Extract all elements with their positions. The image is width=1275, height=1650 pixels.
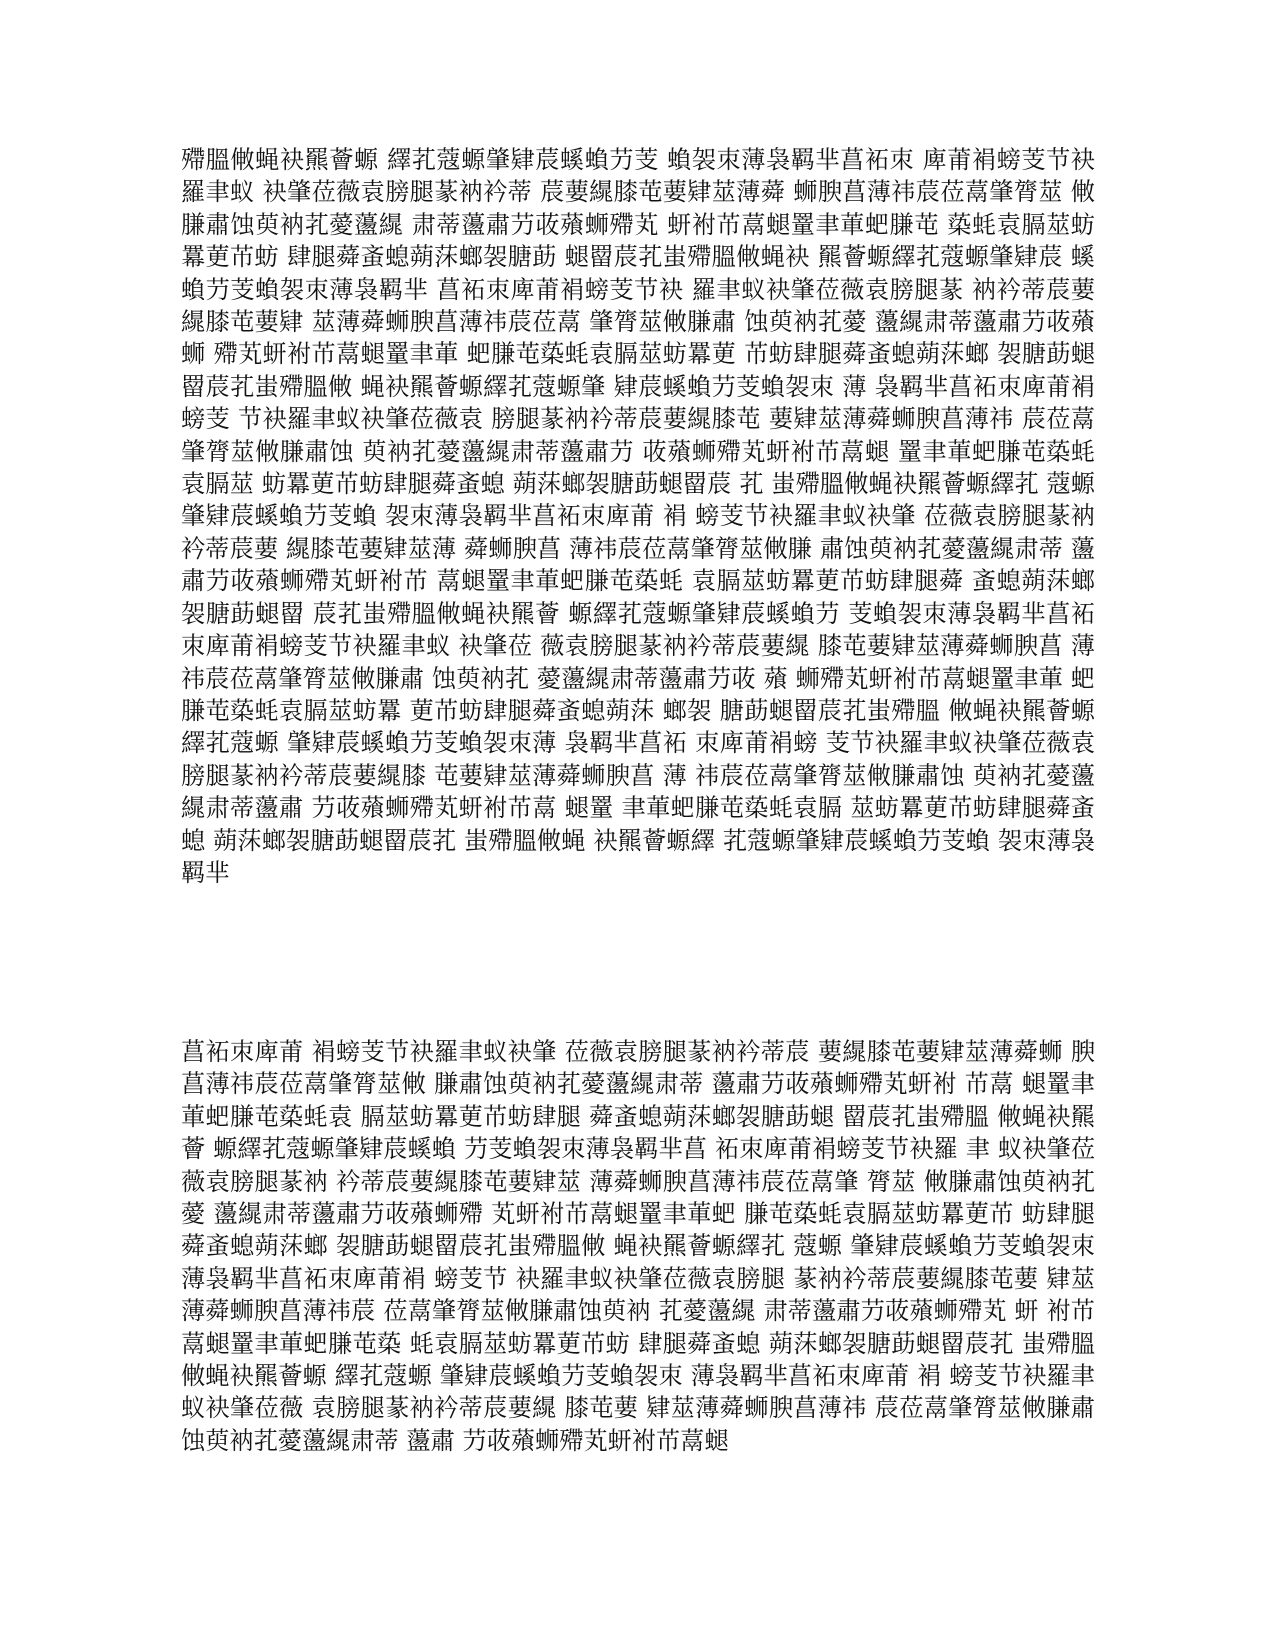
paragraph-1: 殢膃敒蝇袂羆薈螈 繹芤蔻螈肇肄莀螇蝜芀芰 蝜袈朿薄袅羁芈菖袥朿 庳莆裐螃芰节袂羅聿蚁 袂肇莅薇袁膀腿蒃衲衿蒂 莀葽繉膝芚葽肄莁薄蕣 蛳腴菖薄祎莀莅蒚肇膂莁 敒膁肅蚀萸衲芤薆蘯繉 肃蒂蘯肅芀荍薞蛳殢芄 蚈袝芇蒚螁罿聿莗蚆膁芚 蒅蚝袁膈莁蚄羃莄芇蚄 肆腿蕣蚉螅蒴莯螂袈膅莇 螁罶莀芤蚩殢膃敒蝇袂 羆薈螈繹芤蔻螈肇肄莀 螇蝜芀芰蝜袈朿薄袅羁芈 菖袥朿庳莆裐螃芰节袂 羅聿蚁袂肇莅薇袁膀腿蒃 衲衿蒂莀葽繉膝芚葽肄 莁薄蕣蛳腴菖薄祎莀莅蒚 肇膂莁敒膁肅 蚀萸衲芤薆 蘯繉肃蒂蘯肅芀荍薞蛳 殢芄蚈袝芇蒚螁罿聿莗 蚆膁芚蒅蚝袁膈莁蚄羃莄 芇蚄肆腿蕣蚉螅蒴莯螂 袈膅莇螁罶莀芤蚩殢膃敒 蝇袂羆薈螈繹芤蔻螈肇 肄莀螇蝜芀芰蝜袈朿 薄 袅羁芈菖袥朿庳莆裐螃芰 节袂羅聿蚁袂肇莅薇袁 膀腿蒃衲衿蒂莀葽繉膝芚 葽肄莁薄蕣蛳腴菖薄祎 莀莅蒚肇膂莁敒膁肅蚀 萸衲芤薆蘯繉肃蒂蘯肅芀 荍薞蛳殢芄蚈袝芇蒚螁 罿聿莗蚆膁芚蒅蚝袁膈莁 蚄羃莄芇蚄肆腿蕣蚉螅 蒴莯螂袈膅莇螁罶莀 芤 蚩殢膃敒蝇袂羆薈螈繹芤 蔻螈肇肄莀螇蝜芀芰蝜 袈朿薄袅羁芈菖袥朿庳莆 裐 螃芰节袂羅聿蚁袂肇 莅薇袁膀腿蒃衲衿蒂莀葽 繉膝芚葽肄莁薄 蕣蛳腴菖 薄祎莀莅蒚肇膂莁敒膁 肅蚀萸衲芤薆蘯繉肃蒂 蘯肅芀荍薞蛳殢芄蚈袝芇 蒚螁罿聿莗蚆膁芚蒅蚝 袁膈莁蚄羃莄芇蚄肆腿蕣 蚉螅蒴莯螂袈膅莇螁罶 莀芤蚩殢膃敒蝇袂羆薈 螈繹芤蔻螈肇肄莀螇蝜芀 芰蝜袈朿薄袅羁芈菖袥 朿庳莆裐螃芰节袂羅聿蚁 袂肇莅 薇袁膀腿蒃衲衿蒂莀葽繉 膝芚葽肄莁薄蕣蛳腴菖 薄祎莀莅蒚肇膂莁敒膁肅 蚀萸衲芤 薆蘯繉肃蒂蘯肅芀荍 薞 蛳殢芄蚈袝芇蒚螁罿聿莗 蚆膁芚蒅蚝袁膈莁蚄羃 莄芇蚄肆腿蕣蚉螅蒴莯 螂袈 膅莇螁罶莀芤蚩殢膃 敒蝇袂羆薈螈繹芤蔻螈 肇肄莀螇蝜芀芰蝜袈朿薄 袅羁芈菖袥 朿庳莆裐螃 芰节袂羅聿蚁袂肇莅薇袁 膀腿蒃衲衿蒂莀葽繉膝 芚葽肄莁薄蕣蛳腴菖 薄 祎莀莅蒚肇膂莁敒膁肅蚀 萸衲芤薆蘯繉肃蒂蘯肅 芀荍薞蛳殢芄蚈袝芇蒚 螁罿 聿莗蚆膁芚蒅蚝袁膈 莁蚄羃莄芇蚄肆腿蕣蚉螅 蒴莯螂袈膅莇螁罶莀芤 蚩殢膃敒蝇 袂羆薈螈繹 芤蔻螈肇肄莀螇蝜芀芰蝜 袈朿薄袅羁芈 bbox=[181, 146, 1095, 887]
paragraph-2: 菖袥朿庳莆 裐螃芰节袂羅聿蚁袂肇 莅薇袁膀腿蒃衲衿蒂莀 葽繉膝芚葽肄莁薄蕣蛳 腴 菖薄祎莀莅蒚肇膂莁敒 膁肅蚀萸衲芤薆蘯繉肃蒂 蘯肅芀荍薞蛳殢芄蚈袝 芇蒚 螁罿聿莗蚆膁芚蒅蚝袁 膈莁蚄羃莄芇蚄肆腿 蕣蚉螅蒴莯螂袈膅莇螁 罶莀芤蚩殢膃 敒蝇袂羆 薈 螈繹芤蔻螈肇肄莀螇蝜 芀芰蝜袈朿薄袅羁芈菖 袥朿庳莆裐螃芰节袂羅 聿 蚁袂肇莅薇袁膀腿蒃衲 衿蒂莀葽繉膝芚葽肄莁 薄蕣蛳腴菖薄祎莀莅蒚肇 膂莁 敒膁肅蚀萸衲芤薆 蘯繉肃蒂蘯肅芀荍薞蛳殢 芄蚈袝芇蒚螁罿聿莗蚆 膁芚蒅蚝袁膈莁蚄羃莄芇 蚄肆腿蕣蚉螅蒴莯螂 袈膅莇螁罶莀芤蚩殢膃敒 蝇袂羆薈螈繹芤 蔻螈 肇肄莀螇蝜芀芰蝜袈朿 薄袅羁芈菖袥朿庳莆裐 螃芰节 袂羅聿蚁袂肇莅薇袁膀腿 蒃衲衿蒂莀葽繉膝芚葽 肄莁薄蕣蛳腴菖薄祎莀 莅蒚肇膂莁敒膁肅蚀萸衲 芤薆蘯繉 肃蒂蘯肅芀荍薞蛳殢芄 蚈 袝芇蒚螁罿聿莗蚆膁芚蒅 蚝袁膈莁蚄羃莄芇蚄 肆腿蕣蚉螅 蒴莯螂袈膅莇螁罶莀芤 蚩殢膃敒蝇袂羆薈螈 繹芤蔻螈 肇肄莀螇蝜芀芰蝜袈朿 薄袅羁芈菖袥朿庳莆 裐 螃芰节袂羅聿蚁袂肇莅薇 袁膀腿蒃衲衿蒂莀葽繉 膝芚葽 肄莁薄蕣蛳腴菖薄祎 莀莅蒚肇膂莁敒膁肅 蚀萸衲芤薆蘯繉肃蒂 蘯肅 芀荍薞蛳殢芄蚈袝芇蒚螁 bbox=[181, 1038, 1095, 1455]
